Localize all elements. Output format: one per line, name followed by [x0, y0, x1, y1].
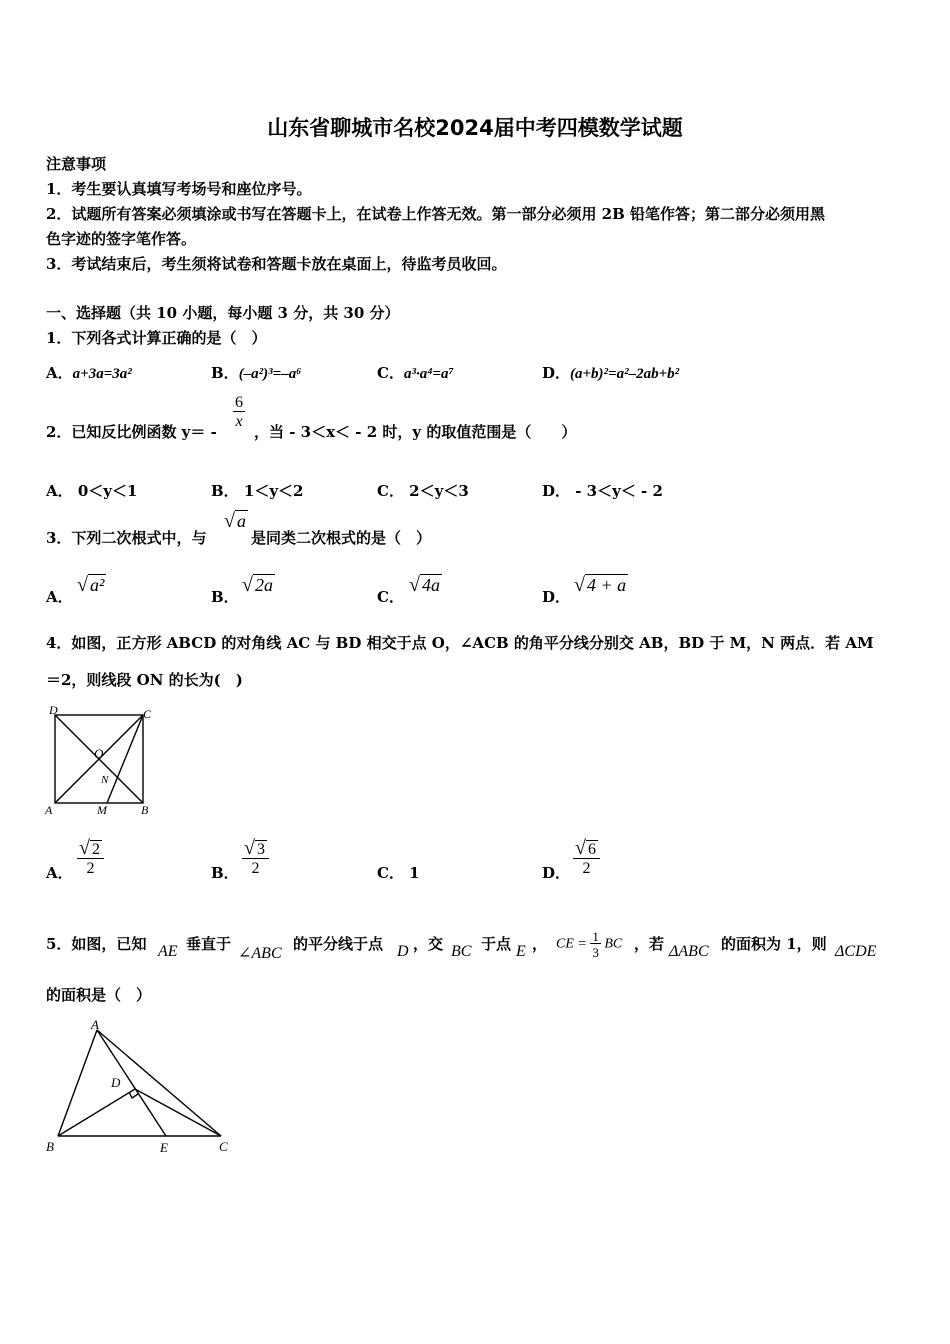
notes-heading: 注意事项 — [46, 155, 107, 173]
bisector-bd — [58, 1089, 135, 1136]
q5-text-1: 5．如图，已知 — [46, 935, 147, 953]
page-title: 山东省聊城市名校2024届中考四模数学试题 — [267, 116, 683, 140]
q4-option-d-label: D． — [542, 864, 571, 882]
q3-option-a-label: A． — [46, 588, 73, 606]
label-m: M — [97, 803, 107, 817]
label-b: B — [46, 1139, 54, 1154]
q1-option-c — [377, 362, 454, 383]
q2-stem-post: ，当 - 3＜x＜ - 2 时，y 的取值范围是（ ） — [254, 423, 577, 441]
q4-option-a: $\frac{√ 2}{2}$ — [77, 838, 104, 877]
q2-stem-pre: 2．已知反比例函数 y＝ - — [46, 423, 217, 441]
q5-ce-post: BC — [604, 936, 623, 952]
q2-option-d: D． - 3＜y＜ - 2 — [542, 482, 663, 500]
q1-c-expr: a³·a⁴=a⁷ — [403, 366, 454, 382]
q5-text-2: 垂直于 — [186, 935, 232, 953]
q3-b-radicand: 2a — [254, 575, 273, 595]
label-d: D — [49, 703, 58, 717]
q1-c-label: C． — [377, 364, 404, 382]
q3-stem-pre: 3．下列二次根式中，与 — [46, 529, 207, 547]
q4-option-d: $\frac{√ 6}{2}$ — [573, 838, 600, 877]
q4-a-den: 2 — [77, 858, 104, 877]
q3-option-c-label: C． — [377, 588, 404, 606]
q3-a-radicand: a² — [89, 575, 105, 595]
q5-ce-pre: CE = — [556, 936, 587, 952]
q4-d-num: 6 — [587, 841, 596, 858]
q4-a-num: 2 — [91, 841, 100, 858]
label-n: N — [101, 774, 109, 786]
q4-option-b-label: B． — [211, 864, 239, 882]
q1-option-d — [542, 362, 679, 383]
right-angle-mark — [129, 1092, 138, 1098]
segment-ae — [97, 1030, 166, 1136]
q2-option-c: C． 2＜y＜3 — [377, 482, 469, 500]
q1-b-expr: (–a²)³=–a⁶ — [238, 366, 302, 382]
q5-text-8: 的面积为 1，则 — [721, 935, 827, 953]
q5-line2: 的面积是（ ） — [46, 986, 152, 1004]
q2-fraction — [233, 395, 245, 430]
segment-dc — [135, 1089, 221, 1136]
label-a: A — [45, 803, 53, 817]
q2-option-a: A． 0＜y＜1 — [46, 482, 138, 500]
label-o: O — [94, 746, 104, 761]
label-b: B — [141, 803, 149, 817]
q5-text-6: ， — [532, 935, 548, 953]
q4-b-den: 2 — [242, 858, 269, 877]
q5-ce-num: 1 — [592, 929, 599, 944]
q3-c-radicand: 4a — [421, 575, 440, 595]
q5-d: D — [397, 943, 409, 960]
q3-option-b: √ 2a — [242, 574, 273, 596]
q4-b-num: 3 — [256, 841, 265, 858]
q5-triangle-cde: ΔCDE — [835, 943, 877, 960]
label-e: E — [160, 1140, 168, 1155]
q4-square-figure — [40, 702, 165, 820]
section-heading: 一、选择题（共 10 小题，每小题 3 分，共 30 分） — [46, 304, 400, 322]
q4-line2: ＝2，则线段 ON 的长为( ) — [46, 671, 243, 689]
q1-stem: 1．下列各式计算正确的是（ ） — [46, 329, 267, 347]
q5-bc: BC — [451, 943, 472, 960]
q3-option-b-label: B． — [211, 588, 239, 606]
q3-option-a: √ a² — [77, 574, 105, 596]
q5-ce-formula — [556, 930, 622, 959]
label-c: C — [219, 1139, 228, 1154]
note-2b: 色字迹的签字笔作答。 — [46, 230, 197, 248]
q1-d-label: D． — [542, 364, 571, 382]
q1-a-expr: a+3a=3a² — [72, 366, 132, 382]
q5-text-5: 于点 — [481, 935, 512, 953]
q4-option-a-label: A． — [46, 864, 73, 882]
q5-ce-den: 3 — [592, 945, 599, 960]
bisector-cm — [107, 715, 143, 803]
q5-triangle-abc: ΔABC — [669, 943, 709, 960]
q5-text-4: ，交 — [413, 935, 444, 953]
q5-triangle-figure — [38, 1012, 238, 1160]
q1-b-label: B． — [211, 364, 239, 382]
q1-d-expr: (a+b)²=a²–2ab+b² — [570, 366, 680, 382]
q3-radical: √ a — [224, 510, 246, 532]
q2-frac-num: 6 — [235, 394, 243, 411]
q3-stem-post: 是同类二次根式的是（ ） — [251, 529, 432, 547]
label-c: C — [143, 707, 152, 721]
q3-option-d-label: D． — [542, 588, 571, 606]
note-3: 3．考试结束后，考生须将试卷和答题卡放在桌面上，待监考员收回。 — [46, 255, 507, 273]
q3-d-radicand: 4 + a — [586, 575, 627, 595]
q2-option-b: B． 1＜y＜2 — [211, 482, 304, 500]
q2-frac-den: x — [235, 413, 243, 430]
q1-option-a — [46, 362, 132, 383]
q5-e: E — [516, 943, 526, 960]
q5-text-3: 的平分线于点 — [293, 935, 384, 953]
q4-option-c: C． 1 — [377, 864, 420, 882]
side-ab — [58, 1030, 97, 1136]
q4-option-b: $\frac{√ 3}{2}$ — [242, 838, 269, 877]
q1-a-label: A． — [46, 364, 73, 382]
note-2a: 2．试题所有答案必须填涂或书写在答题卡上，在试卷上作答无效。第一部分必须用 2B 铅笔作答；第二部分必须用黑 — [46, 205, 826, 223]
note-1: 1．考生要认真填写考场号和座位序号。 — [46, 180, 312, 198]
q4-d-den: 2 — [573, 858, 600, 877]
q5-text-7: ，若 — [634, 935, 665, 953]
label-d: D — [111, 1075, 121, 1090]
q4-line1: 4．如图，正方形 ABCD 的对角线 AC 与 BD 相交于点 O，∠ACB 的角平分线分别交 AB，BD 于 M，N 两点．若 AM — [46, 634, 874, 652]
q3-option-c: √ 4a — [409, 574, 440, 596]
q3-option-d: √ 4 + a — [574, 574, 627, 596]
q5-ae: AE — [158, 943, 178, 960]
q5-angle: ∠ABC — [238, 945, 282, 962]
label-a: A — [91, 1017, 99, 1032]
q1-option-b — [211, 362, 301, 383]
q3-radicand: a — [236, 511, 246, 531]
